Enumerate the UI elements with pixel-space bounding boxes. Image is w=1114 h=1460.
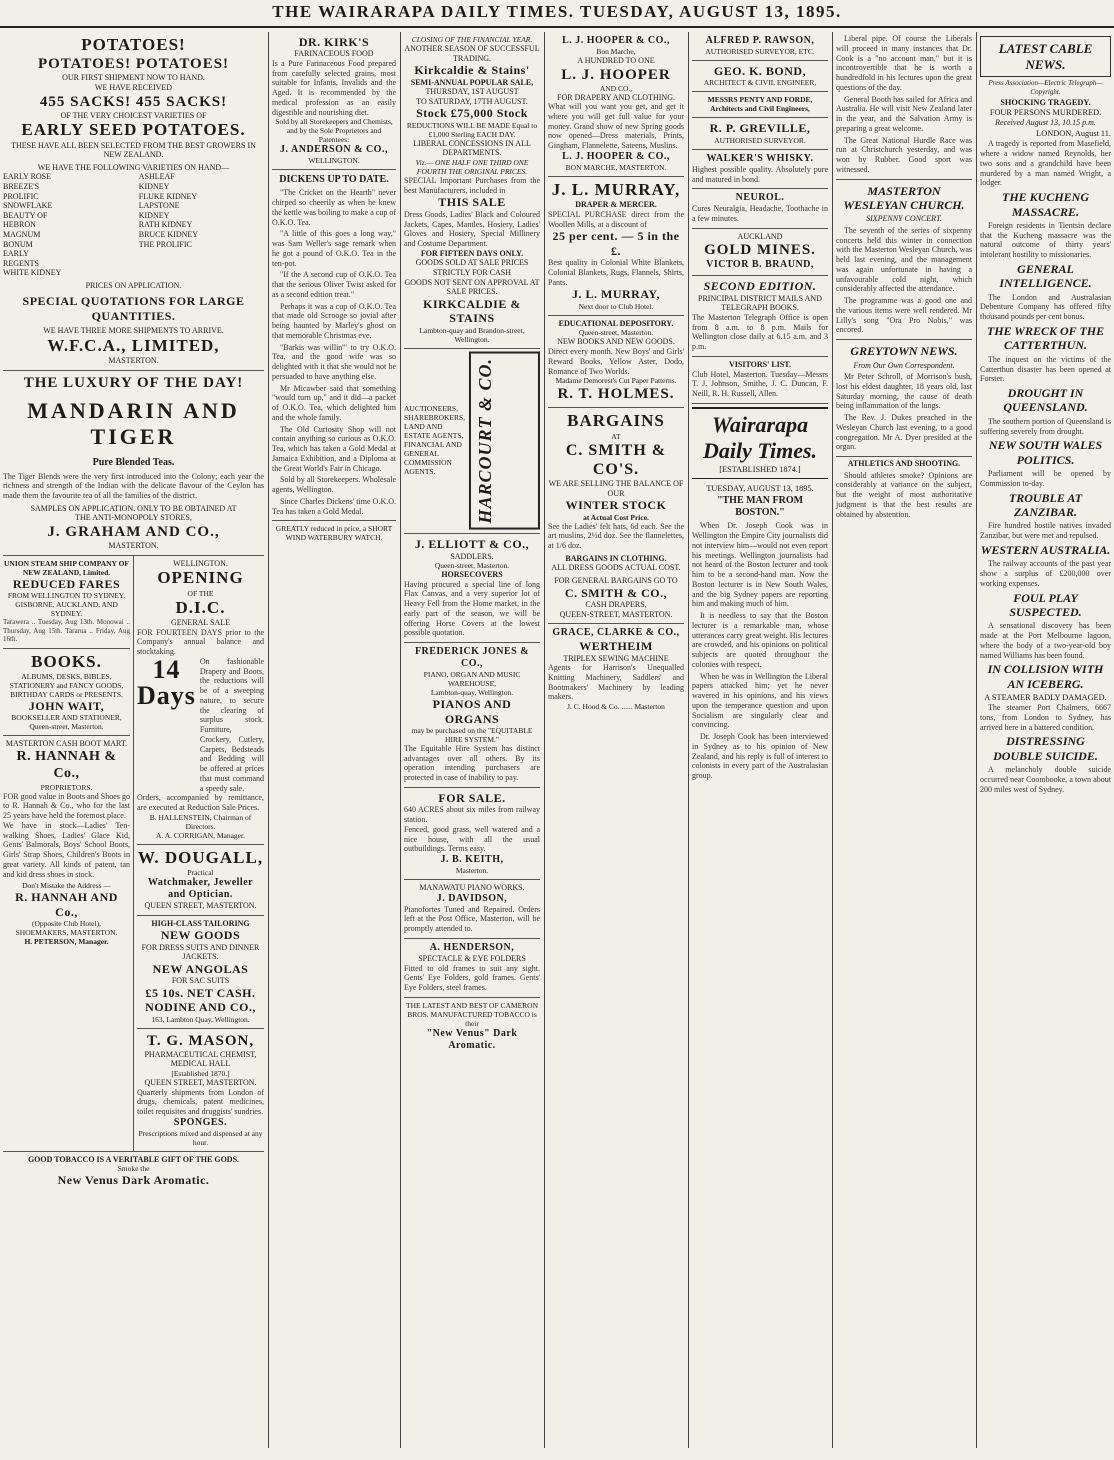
potatoes-title: POTATOES! bbox=[81, 35, 186, 54]
mason-street: QUEEN STREET, MASTERTON. bbox=[144, 1077, 257, 1087]
smoke: Smoke the bbox=[117, 1164, 150, 1174]
percent: 25 per cent. — 5 in the £. bbox=[552, 229, 680, 258]
murray-ad: J. L. MURRAY, DRAPER & MERCER. SPECIAL PURCHASE direct from the Woollen Mills, at a discount of 25 per cent. — 5 in the £. Best quality in Colonial White Blankets, Colonial Blankets, Rugs, Flannels, Shirts, Pants. J. L. MURRAY, Next door to Club Hotel. bbox=[548, 177, 684, 316]
new-books: NEW BOOKS AND NEW GOODS. bbox=[557, 337, 675, 347]
column-4 bbox=[545, 32, 687, 1448]
leader-date: TUESDAY, AUGUST 13, 1895. bbox=[706, 483, 814, 493]
auckland: AUCKLAND bbox=[737, 231, 783, 241]
sac-suits: FOR SAC SUITS bbox=[171, 976, 230, 986]
athletics: ATHLETICS AND SHOOTING. bbox=[847, 459, 961, 469]
elliott: J. ELLIOTT & CO., bbox=[414, 537, 530, 552]
column-7 bbox=[977, 32, 1114, 1448]
anderson-town: WELLINGTON. bbox=[308, 156, 360, 166]
actual-cost: at Actual Cost Price. bbox=[583, 512, 649, 522]
lj-hooper: L. J. HOOPER bbox=[561, 66, 671, 83]
victor: VICTOR B. BRAUND, bbox=[706, 259, 814, 271]
authorised: AUTHORISED SURVEYOR. bbox=[714, 135, 806, 145]
proprietors: PROPRIETORS. bbox=[40, 782, 93, 792]
kirk-title: DR. KIRK'S bbox=[298, 35, 370, 49]
column6-story: Liberal pipe. Of course the Liberals will proceed in many instances that Dr. Cook is a "no account man," but it is incontrovertible that he is worth a hundredfold in his lectures upon the great questions of the day. General Booth has sailed for Africa and Australia. He will visit New Zealand later in the year, and the Salvation Army is preparing a great welcome. The Great National Hurdle Race was run at Christchurch yesterday, and was won by Rubber. Good sport was witnessed. bbox=[836, 34, 972, 174]
column-1 bbox=[0, 32, 267, 1448]
gold-ad bbox=[692, 229, 828, 277]
wfca: W.F.C.A., LIMITED, bbox=[47, 335, 220, 355]
lambton-quay: Lambton-quay, Wellington. bbox=[430, 688, 514, 698]
col1-left bbox=[3, 556, 134, 1151]
bond: GEO. K. BOND, bbox=[713, 64, 807, 78]
athletics-story bbox=[836, 456, 972, 523]
greytown-text: Mr Peter Schroll, of Morrison's bush, lost his eldest daughter, 18 years old, last Saturday morning, the cause of death being inflammation of the lungs. bbox=[836, 372, 972, 411]
special-purchases: SPECIAL Important Purchases from the best Manufacturers, included in bbox=[404, 175, 540, 195]
bon-marche: Bon Marche, bbox=[596, 47, 636, 56]
received: WE HAVE RECEIVED bbox=[94, 82, 173, 92]
frederick-jones: FREDERICK JONES & CO., bbox=[414, 646, 530, 670]
demorest: Madame Demorest's Cut Paper Patterns. bbox=[555, 376, 677, 386]
selling: WE ARE SELLING THE BALANCE OF OUR bbox=[548, 479, 684, 498]
received-1: Received August 13, 10.15 p.m. bbox=[995, 117, 1096, 127]
latest-cable: LATEST CABLE NEWS. bbox=[998, 41, 1093, 72]
kucheng: THE KUCHENG MASSACRE. bbox=[1001, 190, 1089, 219]
this-sale: THIS SALE bbox=[438, 195, 506, 210]
variety: EARLY REGENTS bbox=[3, 249, 39, 268]
sale-ad: FOR SALE. 640 ACRES about six miles from railway station. Fenced, good grass, well watered and a nice house, with all the usual outbuildings. Terms easy. J. B. KEITH, Masterton. bbox=[404, 788, 540, 880]
kirkcaldie: Kirkcaldie & Stains' bbox=[414, 63, 530, 78]
nsw: NEW SOUTH WALES POLITICS. bbox=[988, 438, 1103, 467]
surveyor: AUTHORISED SURVEYOR, ETC. bbox=[705, 47, 815, 56]
luxury: THE LUXURY OF THE DAY! bbox=[23, 374, 244, 391]
another: ANOTHER SEASON OF SUCCESSFUL TRADING. bbox=[404, 44, 540, 63]
masterton-church: MASTERTON WESLEYAN CHURCH. bbox=[843, 183, 965, 212]
to-saturday: TO SATURDAY, 17TH AUGUST. bbox=[416, 96, 528, 106]
general-intelligence: GENERAL INTELLIGENCE. bbox=[999, 261, 1092, 291]
neurol: NEUROL. bbox=[735, 192, 785, 204]
reduced-fares: REDUCED FARES bbox=[12, 576, 121, 591]
bookseller: BOOKSELLER AND STATIONER, Queen-street, Masterton. bbox=[11, 713, 122, 732]
variety: EARLY ROSE bbox=[3, 172, 52, 182]
smith-2: C. SMITH & CO., bbox=[564, 585, 668, 600]
variety: BRUCE KIDNEY bbox=[138, 229, 199, 239]
depository-ad: EDUCATIONAL DEPOSITORY. Queen-street, Masterton. NEW BOOKS AND NEW GOODS. Direct every month. New Boys' and Girls' Reward Books, Yellow Aster, Dodo, Romance of Two Worlds. Madame Demorest's Cut Paper Patterns. R. T. HOLMES. bbox=[548, 316, 684, 408]
lambton: 163, Lambton Quay, Wellington. bbox=[151, 1014, 250, 1024]
price: £5 10s. NET CASH. bbox=[145, 986, 256, 1000]
variety: BEAUTY OF HEBRON bbox=[3, 210, 48, 230]
leader-text: When Dr. Joseph Cook was in Wellington the Empire City journalists did not interview him—would not even report his meetings. Wellington journalists had not heard of the Boston lecturer and took him to be a second-hand man. Now the Boston lecturer is in New South Wales, and the big Sydney papers are reporting him and making much of him. bbox=[692, 521, 829, 609]
piano-works-ad: MANAWATU PIANO WORKS. J. DAVIDSON, Pianofortes Tuned and Repaired. Orders left at the Post Office, Masterton, will be promptly attended to. bbox=[404, 880, 540, 939]
bond-ad bbox=[692, 61, 828, 92]
paper-title: Wairarapa Daily Times. bbox=[702, 411, 818, 464]
steam-text: FROM WELLINGTON TO SYDNEY, GISBORNE, AUCKLAND, AND SYDNEY. bbox=[7, 591, 126, 619]
hundred: A HUNDRED TO ONE bbox=[577, 56, 655, 65]
cameron-ad bbox=[404, 998, 540, 1056]
page-columns bbox=[0, 28, 1114, 1448]
fifteen: FOR FIFTEEN DAYS ONLY. bbox=[420, 248, 524, 258]
keith: J. B. KEITH, bbox=[440, 854, 504, 866]
column-3 bbox=[401, 32, 543, 1448]
watchmaker: Watchmaker, Jeweller bbox=[147, 877, 254, 889]
kucheng-text: Foreign residents in Tientsin declare that the Kucheng massacre was the natural outcome of thirty years' intolerant hostility to missionaries. bbox=[980, 220, 1111, 260]
distressing: DISTRESSING DOUBLE SUICIDE. bbox=[993, 734, 1098, 763]
goods-not: GOODS NOT SENT ON APPROVAL AT SALE PRICES. bbox=[404, 277, 540, 297]
general-bargains: FOR GENERAL BARGAINS GO TO bbox=[554, 576, 678, 586]
drought: DROUGHT IN QUEENSLAND. bbox=[1003, 386, 1088, 415]
tobacco: GOOD TOBACCO IS A VERITABLE GIFT OF THE GODS. bbox=[27, 1154, 240, 1164]
london: LONDON, August 11. bbox=[1036, 129, 1111, 139]
variety: RATH KIDNEY bbox=[138, 220, 193, 230]
for-sale: FOR SALE. bbox=[438, 790, 506, 805]
rawson: ALFRED P. RAWSON, bbox=[705, 35, 815, 46]
new-venus: New Venus Dark Aromatic. bbox=[57, 1173, 210, 1188]
reductions: REDUCTIONS WILL BE MADE Equal to £1,000 Sterling EACH DAY. bbox=[406, 120, 538, 139]
anderson: J. ANDERSON & CO., bbox=[280, 144, 388, 156]
variety: ASHLEAF KIDNEY bbox=[138, 172, 175, 191]
opposite: (Opposite Club Hotel), bbox=[32, 919, 101, 929]
steamer: A STEAMER BADLY DAMAGED. bbox=[984, 693, 1107, 703]
hooper: L. J. HOOPER & CO., bbox=[562, 35, 670, 46]
second-edition: SECOND EDITION. PRINCIPAL DISTRICT MAILS AND TELEGRAPH BOOKS. The Masterton Telegraph Office is open from 8 a.m. to 8 p.m. Mails for Wellington close daily at 6.15 a.m. and 3 p.m. bbox=[692, 276, 828, 357]
collision: IN COLLISION WITH AN ICEBERG. bbox=[987, 662, 1104, 691]
athletics-text: Should athletes smoke? Opinions are considerably at variance on the subject, but the weight of most authoritative judgment is that the best results are obtained by abstention. bbox=[836, 470, 972, 519]
dic-ad: WELLINGTON. OPENING OF THE D.I.C. GENERAL SALE FOR FOURTEEN DAYS prior to the Company's annual balance and stocktaking. 14 Days On fashionable Drapery and Boots, the reductions will be of a sweeping nature, to secure the clearing of surplus stock. Furniture, Crockery, Cutlery, Carpets, Bedsteads and Bedding will be offered at prices that must command a speedy sale. Orders, accompanied by remittance, are executed at Reduction Sale Prices. B. HALLENSTEIN, Chairman of Directors. A. A. CORRIGAN, Manager. bbox=[137, 556, 264, 845]
established: [ESTABLISHED 1874.] bbox=[719, 464, 801, 474]
queen-st: Queen-street, Masterton. bbox=[578, 328, 654, 338]
choicest: OF THE VERY CHOICEST VARIETIES OF bbox=[60, 110, 207, 120]
davidson: J. DAVIDSON, bbox=[436, 892, 508, 904]
keith-town: Masterton. bbox=[455, 866, 489, 876]
auction: AUCTIONEERS, SHAREBROKERS, LAND AND ESTATE AGENTS, FINANCIAL AND GENERAL COMMISSION AGENTS. bbox=[404, 404, 466, 477]
graham-town: MASTERTON. bbox=[108, 541, 159, 551]
manawatu: MANAWATU PIANO WORKS. bbox=[419, 883, 525, 893]
visitors-ad: VISITORS' LIST. Club Hotel, Masterton. Tuesday—Messrs T. J. Johnson, Smithe, J. C. Duncan, F. Neill, R. H. Russell, Allen. bbox=[692, 357, 828, 404]
goods-sold: GOODS SOLD AT SALE PRICES STRICTLY FOR CASH bbox=[415, 258, 529, 278]
variety: LAPSTONE KIDNEY bbox=[138, 201, 180, 220]
penty: MESSRS PENTY AND FORDE, Architects and Civil Engineers, bbox=[707, 95, 813, 114]
leader-story: TUESDAY, AUGUST 13, 1895. "THE MAN FROM BOSTON." When Dr. Joseph Cook was in Wellington the Empire City journalists did not interview him—would not even report his meetings. Wellington journalists had not heard of the Boston lecturer and took him to be a second-hand man. Now the Boston lecturer is in New South Wales, and the big Sydney papers are reporting him and making much of him. It is needless to say that the Boston lecturer is a remarkable man, whose utterances carry great weight. His lectures are crowded, and his opinions on political subjects are quoted throughout the colonies with respect. When he was in Wellington the Liberal papers attacked him; yet he never wavered in his opinions, and his views upon the temperance question and upon Socialism are singularly clear and convincing. Dr. Joseph Cook has been interviewed in Sydney as to his opinion of New Zealand, and his reply is full of interest to colonists in every part of the Australasian group. bbox=[692, 483, 829, 781]
easy-hire: may be purchased on the "EQUITABLE HIRE SYSTEM." bbox=[411, 725, 533, 744]
murray: J. L. MURRAY, bbox=[551, 179, 681, 199]
variety: SNOWFLAKE bbox=[3, 201, 53, 211]
mandarin-tiger: MANDARIN AND TIGER bbox=[27, 397, 240, 450]
prescriptions: Prescriptions mixed and dispensed at any hour. bbox=[138, 1128, 263, 1147]
kirk-sub: FARINACEOUS FOOD bbox=[294, 49, 374, 59]
educational: EDUCATIONAL DEPOSITORY. bbox=[558, 318, 674, 328]
optician: and Optician. bbox=[168, 889, 233, 901]
variety: FLUKE KIDNEY bbox=[138, 191, 198, 201]
varieties-list bbox=[3, 172, 264, 278]
viz: Viz.— ONE HALF ONE THIRD ONE FOURTH THE ORIGINAL PRICES. bbox=[415, 157, 529, 176]
books-text: ALBUMS, DESKS, BIBLES, STATIONERY and FANCY GOODS, BIRTHDAY CARDS or PRESENTS. bbox=[9, 672, 124, 700]
shoemakers: SHOEMAKERS, MASTERTON. bbox=[15, 928, 118, 938]
bargains: BARGAINS bbox=[567, 411, 665, 431]
holmes: R. T. HOLMES. bbox=[557, 386, 675, 403]
days-big: 14 Days bbox=[137, 654, 196, 710]
special-quotations: SPECIAL QUOTATIONS FOR LARGE QUANTITIES. bbox=[22, 294, 245, 323]
kirk-ad: DR. KIRK'S FARINACEOUS FOOD Is a Pure Farinaceous Food prepared from carefully selected grains, most suitable for Infants, Invalids and the Aged. It is recommended by the medical profession as an easily digestible and nourishing diet. Sold by all Storekeepers and Chemists, and by the Sole Proprietors and Patentees: J. ANDERSON & CO., WELLINGTON. bbox=[272, 32, 396, 170]
tailoring-ad bbox=[137, 916, 264, 1029]
graham: J. GRAHAM AND CO., bbox=[47, 524, 220, 541]
walker: WALKER'S WHISKY. bbox=[706, 152, 814, 164]
foul-play: FOUL PLAY SUSPECTED. bbox=[1009, 590, 1082, 619]
practical: Practical bbox=[187, 868, 214, 878]
hood: J. C. Hood & Co. ...... Masterton bbox=[567, 702, 665, 712]
smith-ad: BARGAINS AT C. SMITH & CO'S. WE ARE SELLING THE BALANCE OF OUR WINTER STOCK at Actual Cost Price. See the Ladies' felt hats, 6d each. See the art muslins, 2½d doz. See the flannelettes, at 1/6 doz. BARGAINS IN CLOTHING. ALL DRESS GOODS ACTUAL COST. FOR GENERAL BARGAINS GO TO C. SMITH & CO., CASH DRAPERS, QUEEN-STREET, MASTERTON. bbox=[548, 408, 684, 624]
elliott-ad: J. ELLIOTT & CO., SADDLERS. Queen-street, Masterton. HORSECOVERS Having procured a special line of long Flax Canvas, and a very superior lot of Heavy Fell from the Home market, in the early part of the season, we will be offering Horse Covers at the lowest possible quotation. bbox=[404, 534, 540, 643]
thursday: THURSDAY, 1ST AUGUST bbox=[425, 87, 519, 97]
greville: R. P. GREVILLE, bbox=[709, 121, 811, 136]
tobacco-ad bbox=[3, 1152, 264, 1192]
bon-marche-2: BON MARCHE, MASTERTON. bbox=[565, 162, 667, 172]
press-association: Press Association—Electric Telegraph—Copyright. bbox=[988, 79, 1103, 96]
queen-street-2: QUEEN-STREET, MASTERTON. bbox=[559, 609, 673, 619]
grace-ad: GRACE, CLARKE & CO., WERTHEIM TRIPLEX SEWING MACHINE Agents for Harrison's Unequalled Knitting Machinery, Saddlers' and Bootmakers' Machinery by leading makers. J. C. Hood & Co. ...... Masterton bbox=[548, 627, 684, 712]
cash-boot: MASTERTON CASH BOOT MART. bbox=[5, 739, 128, 749]
mason-ad: T. G. MASON, PHARMACEUTICAL CHEMIST, MEDICAL HALL [Established 1870.] QUEEN STREET, MASTERTON. Quarterly shipments from London of drugs, chemicals, patent medicines, toilet requisites and druggists' sundries. SPONGES. Prescriptions mixed and dispensed at any hour. bbox=[137, 1032, 264, 1147]
remember: Don't Mistake the Address — bbox=[22, 881, 111, 891]
western: WESTERN AUSTRALIA. bbox=[980, 542, 1111, 557]
variety: MAGNUM BONUM bbox=[3, 229, 41, 249]
sacks: 455 SACKS! 455 SACKS! bbox=[39, 93, 228, 110]
hannah-text: FOR good value in Boots and Shoes go to R. Hannah & Co., who for the last 25 years have held the foremost place. bbox=[3, 791, 130, 821]
john-wait: JOHN WAIT, bbox=[28, 699, 105, 714]
steamship-ad: UNION STEAM SHIP COMPANY OF NEW ZEALAND, Limited. REDUCED FARES FROM WELLINGTON TO SYDNEY, GISBORNE, AUCKLAND, AND SYDNEY. Tarawera .. Tuesday, Aug 13th. Monowai .. Thursday, Aug 15th. Tararua .. Friday, Aug 16th. bbox=[3, 556, 130, 649]
four-persons: FOUR PERSONS MURDERED. bbox=[989, 107, 1102, 117]
concert-text: The seventh of the series of sixpenny concerts held this winter in connection with the Masterton Wesleyan Church, was held last evening, and the management was again unfortunate in having a unfavourable cold night, which considerably affected the attendance. bbox=[836, 225, 972, 294]
greatly: GREATLY reduced in price, a SHORT WIND WATERBURY WATCH. bbox=[275, 524, 393, 543]
murray-special: SPECIAL PURCHASE direct from the Woollen Mills, at a discount of bbox=[548, 209, 684, 229]
semi-annual: SEMI-ANNUAL POPULAR SALE, bbox=[410, 77, 534, 87]
hannah2: R. HANNAH AND Co., bbox=[15, 890, 118, 919]
pharm: PHARMACEUTICAL CHEMIST, bbox=[144, 1049, 257, 1059]
liberal: LIBERAL CONCESSIONS IN ALL DEPARTMENTS. bbox=[413, 138, 531, 158]
anti-monopoly: THE ANTI-MONOPOLY STORES, bbox=[75, 513, 192, 523]
variety: BREEZE'S PROLIFIC bbox=[3, 181, 40, 201]
steam-title: UNION STEAM SHIP COMPANY OF NEW ZEALAND, Limited. bbox=[3, 558, 129, 577]
kirkcaldie-ad: CLOSING OF THE FINANCIAL YEAR. ANOTHER SEASON OF SUCCESSFUL TRADING. Kirkcaldie & Stains' SEMI-ANNUAL POPULAR SALE, THURSDAY, 1ST AUGUST TO SATURDAY, 17TH AUGUST. Stock £75,000 Stock REDUCTIONS WILL BE MADE Equal to £1,000 Sterling EACH DAY. LIBERAL CONCESSIONS IN ALL DEPARTMENTS. Viz.— ONE HALF ONE THIRD ONE FOURTH THE ORIGINAL PRICES. SPECIAL Important Purchases from the best Manufacturers, included in THIS SALE Dress Goods, Ladies' Black and Coloured Jackets, Capes, Mantles, Hosiery, Ladies' Gloves and Hosiery, Special Millinery and Costume Department. FOR FIFTEEN DAYS ONLY. GOODS SOLD AT SALE PRICES STRICTLY FOR CASH GOODS NOT SENT ON APPROVAL AT SALE PRICES. KIRKCALDIE & STAINS Lambton-quay and Brandon-street, Wellington. bbox=[404, 32, 540, 349]
established: [Established 1870.] bbox=[171, 1068, 230, 1078]
general-sale: GENERAL SALE bbox=[170, 618, 231, 628]
cash-drapers: CASH DRAPERS, bbox=[585, 600, 647, 610]
clothing: BARGAINS IN CLOTHING. bbox=[565, 553, 667, 563]
wreck: THE WRECK OF THE CATTERTHUN. bbox=[986, 323, 1105, 353]
selected: THESE HAVE ALL BEEN SELECTED FROM THE BEST GROWERS IN NEW ZEALAND. bbox=[11, 140, 256, 160]
variety: WHITE KIDNEY bbox=[3, 268, 62, 278]
greatly-ad bbox=[272, 520, 396, 546]
variety: THE PROLIFIC bbox=[138, 239, 192, 249]
blended: Pure Blended Teas. bbox=[92, 456, 175, 468]
varieties-head: WE HAVE THE FOLLOWING VARIETIES ON HAND— bbox=[37, 162, 230, 172]
dic: D.I.C. bbox=[175, 597, 226, 617]
latest: THE LATEST AND BEST OF CAMERON BROS. MANUFACTURED TOBACCO is their bbox=[405, 1000, 539, 1028]
greville-ad bbox=[692, 118, 828, 149]
tragedy-text: A tragedy is reported from Masefield, where a widow named Reynolds, her two sons and a grandchild have been murdered by a man named Wright, a lodger. bbox=[980, 139, 1111, 188]
dress-goods: ALL DRESS GOODS ACTUAL COST. bbox=[551, 563, 681, 573]
sponges: SPONGES. bbox=[173, 1116, 228, 1128]
corrigan: A. A. CORRIGAN, Manager. bbox=[156, 830, 245, 840]
rawson-ad bbox=[692, 32, 828, 61]
harcourt-ad bbox=[404, 349, 540, 535]
potatoes-ad bbox=[3, 32, 264, 371]
peterson: H. PETERSON, Manager. bbox=[24, 937, 109, 947]
column-5 bbox=[689, 32, 831, 1448]
prices: PRICES ON APPLICATION. bbox=[85, 280, 182, 290]
new-goods: NEW GOODS bbox=[160, 928, 241, 943]
saddlers: SADDLERS. bbox=[450, 551, 494, 561]
shocking: SHOCKING TRAGEDY. bbox=[1000, 97, 1091, 107]
walker-ad: WALKER'S WHISKY. Highest possible quality. Absolutely pure and matured in bond. bbox=[692, 150, 828, 190]
principal: PRINCIPAL DISTRICT MAILS AND TELEGRAPH BOOKS. bbox=[698, 293, 822, 313]
kirkcaldie-2: KIRKCALDIE & STAINS bbox=[423, 296, 521, 326]
piano-shop: PIANO, ORGAN AND MUSIC WAREHOUSE, bbox=[423, 670, 521, 689]
fourteen: FOR FOURTEEN DAYS prior to the Company's annual balance and stocktaking. bbox=[137, 627, 264, 657]
cable-news: LATEST CABLE NEWS. Press Association—Electric Telegraph—Copyright. SHOCKING TRAGEDY. FOUR PERSONS MURDERED. Received August 13, 10.15 p.m. LONDON, August 11. A tragedy is reported from Masefield, where a widow named Reynolds, her two sons and a grandchild have been murdered by a man named Wright, a lodger. THE KUCHENG MASSACRE. Foreign residents in Tientsin declare that the Kucheng massacre was the natural outcome of thirty years' intolerant hostility to missionaries. GENERAL INTELLIGENCE. The London and Australasian Debenture Company has offered fifty thousand pounds per cent bonus. THE WRECK OF THE CATTERTHUN. The inquest on the victims of the Catterthun disaster has been opened at Forster. DROUGHT IN QUEENSLAND. The southern portion of Queensland is suffering severely from drought. NEW SOUTH WALES POLITICS. Parliament will be opened by Commission to-day. TROUBLE AT ZANZIBAR. Fire hundred hostile natives invaded Zanzibar, but were met and repulsed. WESTERN AUSTRALIA. The railway accounts of the past year show a surplus of £200,000 over working expenses. FOUL PLAY SUSPECTED. A sensational discovery has been made at the Port Melbourne lagoon, where the body of a two-year-old boy named Williams has been found. IN COLLISION WITH AN ICEBERG. A STEAMER BADLY DAMAGED. The steamer Port Chalmers, 6667 tons, from London to Sydney, has arrived here in a battered condition. DISTRESSING DOUBLE SUICIDE. A melancholy double suicide occurred near Coombooke, a town about 200 miles west of Sydney. bbox=[980, 32, 1111, 798]
nodine: NODINE AND CO., bbox=[145, 1000, 256, 1015]
greytown-story: GREYTOWN NEWS. From Our Own Correspondent. Mr Peter Schroll, of Morrison's bush, lost his eldest daughter, 18 years old, last Saturday morning, the cause of death being inflammation of the lungs. The Rev. J. Dukes preached in the Wesleyan Church last evening, to a good congregation. Mr A. Dyer presided at the organ. bbox=[836, 339, 972, 456]
henderson-ad: A. HENDERSON, SPECTACLE & EYE FOLDERS Fitted to old frames to suit any sight. Gents' Eye Folders, gold frames. Gents' Eye Folders, steel frames. bbox=[404, 939, 540, 998]
paper-nameplate bbox=[692, 407, 828, 479]
first-shipment: OUR FIRST SHIPMENT NOW TO HAND. bbox=[62, 73, 205, 83]
second: SECOND EDITION. bbox=[703, 279, 817, 294]
penty-ad bbox=[692, 92, 828, 118]
books: BOOKS. bbox=[31, 651, 102, 671]
wellington: WELLINGTON. bbox=[173, 558, 228, 568]
column-2 bbox=[269, 32, 399, 1448]
hannah-ad: MASTERTON CASH BOOT MART. R. HANNAH & Co., PROPRIETORS. FOR good value in Boots and Shoes go to R. Hannah & Co., who for the last 25 years have held the foremost place. We have in stock—Ladies' Ten-walking Shoes, Ladies' Glace Kid, Gents' Balmorals, Boys' School Boots, Girls' Strap Shoes, Children's Boots in great variety. All kinds of patent, tan and kid dress shoes in stock. Don't Mistake the Address — R. HANNAH AND Co., (Opposite Club Hotel), SHOEMAKERS, MASTERTON. H. PETERSON, Manager. bbox=[3, 739, 130, 947]
queen-street: Queen-street, Masterton. bbox=[434, 561, 510, 571]
books-ad bbox=[3, 649, 130, 737]
henderson: A. HENDERSON, bbox=[429, 941, 515, 953]
new-venus-2: "New Venus" Dark Aromatic. bbox=[426, 1027, 518, 1051]
of-the: OF THE bbox=[187, 588, 214, 598]
story-continued: Liberal pipe. Of course the Liberals will proceed in many instances that Dr. Cook is a "no account man," but it is incontrovertible that he is worth a hundredfold in his lectures upon the great questions of the day. bbox=[836, 34, 972, 92]
dress-suits: FOR DRESS SUITS AND DINNER JACKETS. bbox=[141, 942, 260, 962]
murray-2: J. L. MURRAY, bbox=[572, 287, 660, 302]
draper-mercer: DRAPER & MERCER. bbox=[575, 200, 657, 210]
more-shipments: WE HAVE THREE MORE SHIPMENTS TO ARRIVE. bbox=[43, 326, 224, 336]
mason: T. G. MASON, bbox=[146, 1032, 255, 1049]
dougall: W. DOUGALL, bbox=[137, 847, 264, 867]
leader-title: "THE MAN FROM BOSTON." bbox=[716, 495, 804, 519]
kirkcaldie-addr: Lambton-quay and Brandon-street, Wellington. bbox=[419, 325, 525, 344]
wertheim: WERTHEIM bbox=[579, 639, 653, 654]
stock: Stock £75,000 Stock bbox=[416, 106, 528, 121]
spectacle: SPECTACLE & EYE FOLDERS bbox=[418, 953, 526, 963]
jones-ad: FREDERICK JONES & CO., PIANO, ORGAN AND MUSIC WAREHOUSE, Lambton-quay, Wellington. PIANOS AND ORGANS may be purchased on the "EQUITABLE HIRE SYSTEM." The Equitable Hire System has distinct advantages over all others. By its operation intending purchasers are protected in case of inability to pay. bbox=[404, 643, 540, 788]
dougall-ad bbox=[137, 845, 264, 916]
triplex: TRIPLEX SEWING MACHINE bbox=[563, 653, 669, 663]
greytown: GREYTOWN NEWS. bbox=[850, 344, 958, 359]
sixpenny: SIXPENNY CONCERT. bbox=[866, 214, 942, 224]
gold-mines: GOLD MINES. bbox=[704, 242, 816, 259]
col1-split bbox=[3, 556, 264, 1152]
horsecovers: HORSECOVERS bbox=[441, 570, 503, 580]
potatoes-sub: POTATOES! POTATOES! bbox=[37, 56, 230, 73]
and-co: AND CO., bbox=[599, 83, 633, 93]
at: AT bbox=[611, 431, 621, 441]
own-correspondent: From Our Own Correspondent. bbox=[853, 360, 955, 370]
medical-hall: MEDICAL HALL bbox=[170, 1059, 231, 1069]
suicide-text: A melancholy double suicide occurred near Coombooke, a town about 200 miles west of Sydney. bbox=[980, 765, 1111, 794]
early-seed: EARLY SEED POTATOES. bbox=[21, 120, 246, 140]
kirk-by: Sold by all Storekeepers and Chemists, and by the Sole Proprietors and Patentees: bbox=[275, 117, 393, 145]
dickens-story: DICKENS UP TO DATE. "The Cricket on the Hearth" never chirped so cheerily as when he knew the kettle was boiling to make a cup of O.K.O. Tea. "A little of this goes a long way," was Sam Weller's sage remark when he got a pound of O.K.O. Tea in the ten-pot. "If the A second cup of O.K.O. Tea that the serious Oliver Twist asked for as a second edition treat." Perhaps it was a cup of O.K.O. Tea that made old Scrooge so jovial after being haunted by Marley's ghost on that memorable Christmas eve. "Barkis was willin'" to try O.K.O. Tea, and the good wife was so delighted with it that she would not be persuaded to have anything else. Mr Micawber said that something "would turn up," and it did—a packet of O.K.O. Tea, which delighted him and the whole family. The Old Curiosity Shop will not contain anything so curious as O.K.O. Tea, which has taken a Gold Medal at Jamaica Exhibition, and a Diploma at the Great World's Fair in Chicago. Sold by all Storekeepers. Wholesale agents, Wellington. Since Charles Dickens' time O.K.O. Tea has taken a Gold Medal. bbox=[272, 174, 396, 516]
pianos: PIANOS AND ORGANS bbox=[432, 697, 512, 726]
neurol-ad: NEUROL. Cures Neuralgia, Headache, Toothache in a few minutes. bbox=[692, 189, 828, 229]
queen-street: QUEEN STREET, MASTERTON. bbox=[144, 901, 257, 911]
opening: OPENING bbox=[157, 568, 244, 588]
column-6 bbox=[833, 32, 975, 1448]
hallenstein: B. HALLENSTEIN, Chairman of Directors. bbox=[149, 812, 252, 831]
hooper-ad: L. J. HOOPER & CO., Bon Marche, A HUNDRED TO ONE L. J. HOOPER AND CO., FOR DRAPERY AND CLOTHING. What will you want you get, and get it where you will get full value for your money. Grand show of new Spring goods now opened—Dress materials, Prints, Gingham, Flannelette, Sateens, Muslins. L. J. HOOPER & CO., BON MARCHE, MASTERTON. bbox=[548, 32, 684, 177]
tailoring: HIGH-CLASS TAILORING bbox=[151, 918, 250, 928]
hooper-2: L. J. HOOPER & CO., bbox=[562, 150, 670, 162]
wfca-town: MASTERTON. bbox=[108, 356, 159, 366]
smith: C. SMITH & CO'S. bbox=[565, 441, 667, 478]
architect: ARCHITECT & CIVIL ENGINEER, bbox=[703, 78, 817, 88]
col1-right bbox=[134, 556, 264, 1151]
draper: FOR DRAPERY AND CLOTHING. bbox=[557, 92, 675, 102]
winter-stock: WINTER STOCK bbox=[565, 498, 667, 513]
harcourt: HARCOURT & CO. bbox=[469, 352, 540, 530]
dickens: DICKENS UP TO DATE. bbox=[279, 174, 389, 186]
grace: GRACE, CLARKE & CO., bbox=[552, 627, 680, 639]
samples: SAMPLES ON APPLICATION. ONLY TO BE OBTAINED AT bbox=[30, 503, 237, 513]
concert-story: MASTERTON WESLEYAN CHURCH. SIXPENNY CONCERT. The seventh of the series of sixpenny concerts held this winter in connection with the Masterton Wesleyan Church, was held last evening, and the management was again unfortunate in having a unfavourable cold night, which considerably affected the attendance. The programme was a good one and the various items were well rendered. Mr Lilly's song "Ora Pro Nobis," was encored. bbox=[836, 179, 972, 340]
visitors: VISITORS' LIST. bbox=[729, 359, 791, 369]
acres: 640 ACRES about six miles from railway station. bbox=[404, 805, 540, 825]
new-angolas: NEW ANGOLAS bbox=[152, 962, 249, 977]
tea-ad: THE LUXURY OF THE DAY! MANDARIN AND TIGER Pure Blended Teas. The Tiger Blends were the very first introduced into the Colony; each year the richness and strength of the Indian with the delicate flavour of the Ceylon has made them the favourite tea of all the families of the district. SAMPLES ON APPLICATION. ONLY TO BE OBTAINED AT THE ANTI-MONOPOLY STORES, J. GRAHAM AND CO., MASTERTON. bbox=[3, 371, 264, 556]
closing: CLOSING OF THE FINANCIAL YEAR. bbox=[411, 35, 533, 44]
masthead: THE WAIRARAPA DAILY TIMES. TUESDAY, AUGUST 13, 1895. bbox=[0, 0, 1114, 28]
zanzibar: TROUBLE AT ZANZIBAR. bbox=[1008, 490, 1083, 519]
next-door: Next door to Club Hotel. bbox=[578, 301, 654, 311]
hannah: R. HANNAH & Co., bbox=[16, 749, 117, 781]
